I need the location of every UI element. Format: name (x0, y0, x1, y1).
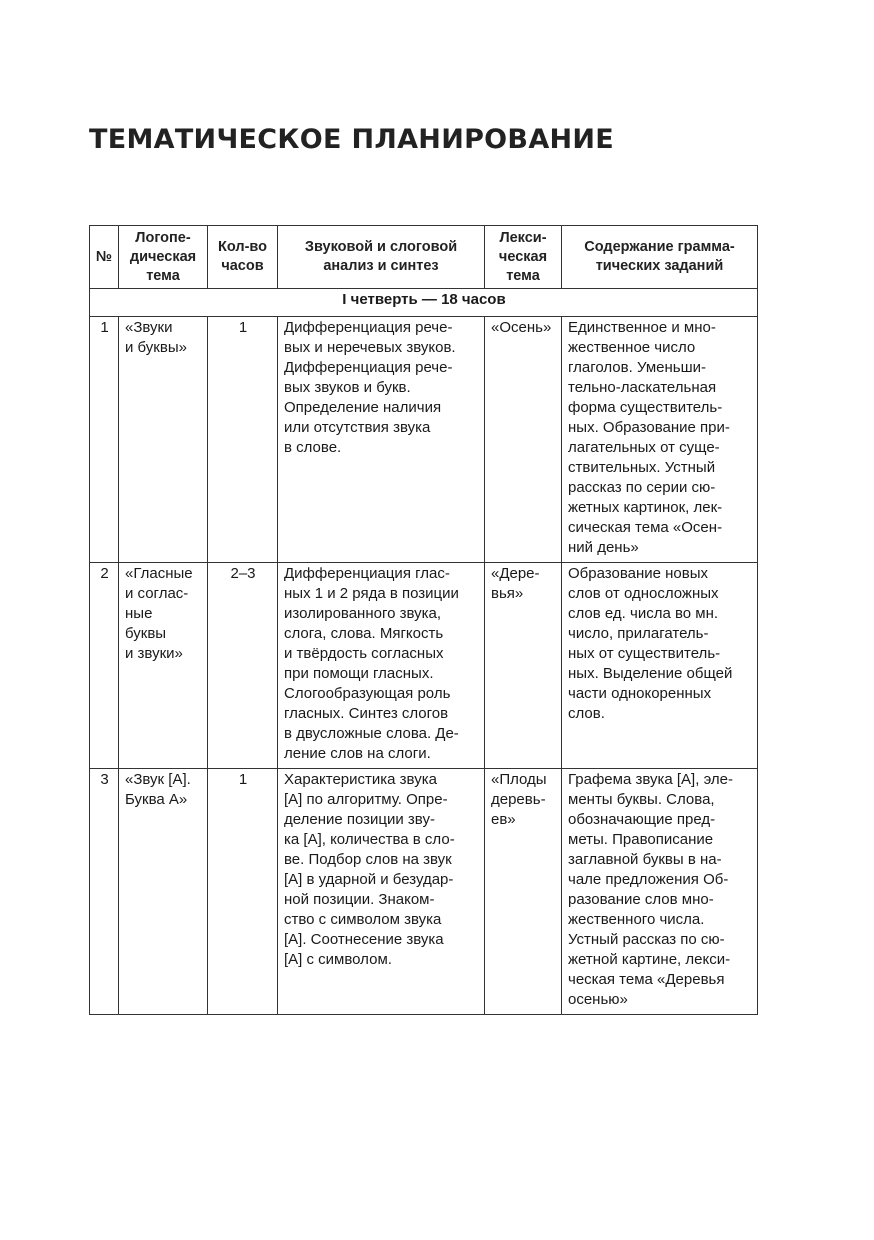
row-lexical-topic: «Плоды деревь- ев» (485, 769, 562, 1015)
row-hours: 1 (208, 317, 278, 563)
row-number: 2 (90, 563, 119, 769)
row-speech-topic: «Звук [А]. Буква А» (119, 769, 208, 1015)
page-title: ТЕМАТИЧЕСКОЕ ПЛАНИРОВАНИЕ (89, 124, 615, 155)
row-grammar-tasks: Графема звука [А], эле- менты буквы. Слова, обозначающие пред- меты. Правописание заглавной буквы в на- чале предложения Об- разование слов мно- жественного числа. Устный рассказ по сю- жетной картине, лекси- ческая тема «Деревья осенью» (562, 769, 758, 1015)
row-sound-analysis: Характеристика звука [А] по алгоритму. Опре- деление позиции зву- ка [А], количества в сло- ве. Подбор слов на звук [А] в ударной и безудар- ной позиции. Знаком- ство с символом звука [А]. Соотнесение звука [А] с символом. (278, 769, 485, 1015)
row-lexical-topic: «Осень» (485, 317, 562, 563)
row-hours: 2–3 (208, 563, 278, 769)
row-number: 1 (90, 317, 119, 563)
row-lexical-topic: «Дере- вья» (485, 563, 562, 769)
quarter-label: I четверть — 18 часов (90, 289, 758, 317)
row-speech-topic: «Гласные и соглас- ные буквы и звуки» (119, 563, 208, 769)
row-grammar-tasks: Образование новых слов от односложных слов ед. числа во мн. число, прилагатель- ных от существитель- ных. Выделение общей части однокоренных слов. (562, 563, 758, 769)
header-lexical-topic: Лекси- ческая тема (485, 226, 562, 289)
table-row (90, 769, 758, 1015)
row-sound-analysis: Дифференциация глас- ных 1 и 2 ряда в позиции изолированного звука, слога, слова. Мягкость и твёрдость согласных при помощи гласных. Слогообразующая роль гласных. Синтез слогов в двусложные слова. Де- ление слов на слоги. (278, 563, 485, 769)
header-number: № (90, 226, 119, 289)
row-grammar-tasks: Единственное и мно- жественное число глаголов. Уменьши- тельно-ласкательная форма существитель- ных. Образование при- лагательных от суще- ствительных. Устный рассказ по серии сю- жетных картинок, лек- сическая тема «Осен- ний день» (562, 317, 758, 563)
header-sound-analysis: Звуковой и слоговой анализ и синтез (278, 226, 485, 289)
row-hours: 1 (208, 769, 278, 1015)
header-grammar-tasks: Содержание грамма- тических заданий (562, 226, 758, 289)
row-speech-topic: «Звуки и буквы» (119, 317, 208, 563)
table-row (90, 317, 758, 563)
table-header-row (90, 226, 758, 289)
table-row (90, 563, 758, 769)
row-number: 3 (90, 769, 119, 1015)
quarter-row (90, 289, 758, 317)
thematic-plan-table (89, 225, 758, 1015)
row-sound-analysis: Дифференциация рече- вых и неречевых звуков. Дифференциация рече- вых звуков и букв. Определение наличия или отсутствия звука в слове. (278, 317, 485, 563)
header-speech-topic: Логопе- дическая тема (119, 226, 208, 289)
header-hours: Кол-во часов (208, 226, 278, 289)
